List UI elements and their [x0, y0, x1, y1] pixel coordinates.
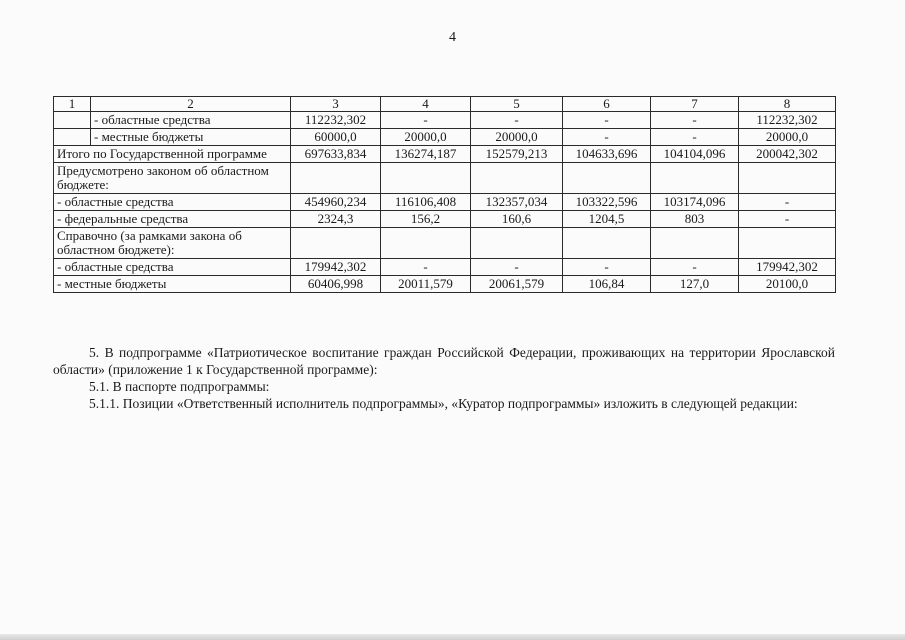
value-cell: -: [563, 112, 651, 129]
row-label: Справочно (за рамками закона об областном бюджете):: [54, 228, 291, 259]
value-cell: 20100,0: [739, 276, 836, 293]
value-cell: -: [651, 129, 739, 146]
row-label: - местные бюджеты: [54, 276, 291, 293]
value-cell: 20061,579: [471, 276, 563, 293]
value-cell: 60000,0: [291, 129, 381, 146]
value-cell: 160,6: [471, 211, 563, 228]
value-cell: 106,84: [563, 276, 651, 293]
row-stub-cell: [54, 129, 91, 146]
value-cell: 60406,998: [291, 276, 381, 293]
header-cell: 3: [291, 97, 381, 112]
header-cell: 4: [381, 97, 471, 112]
value-cell: 2324,3: [291, 211, 381, 228]
value-cell: [739, 163, 836, 194]
value-cell: 116106,408: [381, 194, 471, 211]
body-text: [53, 344, 835, 412]
value-cell: 20000,0: [381, 129, 471, 146]
row-label: Предусмотрено законом об областном бюджете:: [54, 163, 291, 194]
value-cell: [291, 228, 381, 259]
scan-edge: [0, 634, 905, 640]
row-label: - федеральные средства: [54, 211, 291, 228]
value-cell: 179942,302: [291, 259, 381, 276]
value-cell: 20000,0: [471, 129, 563, 146]
value-cell: -: [651, 259, 739, 276]
value-cell: 136274,187: [381, 146, 471, 163]
value-cell: -: [381, 112, 471, 129]
value-cell: 697633,834: [291, 146, 381, 163]
value-cell: 112232,302: [291, 112, 381, 129]
value-cell: 1204,5: [563, 211, 651, 228]
value-cell: 104104,096: [651, 146, 739, 163]
value-cell: [381, 163, 471, 194]
header-cell: 5: [471, 97, 563, 112]
row-label: - областные средства: [54, 259, 291, 276]
paragraph: 5.1.1. Позиции «Ответственный исполнитель подпрограммы», «Куратор подпрограммы» изложить в следующей редакции:: [89, 396, 798, 411]
value-cell: -: [563, 259, 651, 276]
row-label: - местные бюджеты: [91, 129, 291, 146]
value-cell: 152579,213: [471, 146, 563, 163]
table-row: [54, 194, 836, 211]
value-cell: 104633,696: [563, 146, 651, 163]
header-cell: 7: [651, 97, 739, 112]
budget-table: [53, 96, 836, 293]
table-row: [54, 146, 836, 163]
value-cell: 803: [651, 211, 739, 228]
value-cell: -: [563, 129, 651, 146]
header-cell: 2: [91, 97, 291, 112]
value-cell: -: [471, 259, 563, 276]
value-cell: 454960,234: [291, 194, 381, 211]
value-cell: -: [471, 112, 563, 129]
row-stub-cell: [54, 112, 91, 129]
page-number: 4: [449, 30, 456, 45]
table-row: [54, 259, 836, 276]
value-cell: 112232,302: [739, 112, 836, 129]
value-cell: 127,0: [651, 276, 739, 293]
value-cell: -: [739, 194, 836, 211]
header-cell: 1: [54, 97, 91, 112]
value-cell: 20000,0: [739, 129, 836, 146]
value-cell: 156,2: [381, 211, 471, 228]
value-cell: [471, 228, 563, 259]
paragraph: 5. В подпрограмме «Патриотическое воспитание граждан Российской Федерации, проживающих на территории Ярославской области» (приложение 1 к Государственной программе):: [53, 345, 835, 377]
value-cell: 20011,579: [381, 276, 471, 293]
value-cell: 179942,302: [739, 259, 836, 276]
value-cell: -: [651, 112, 739, 129]
value-cell: [563, 228, 651, 259]
header-cell: 6: [563, 97, 651, 112]
table-row: [54, 276, 836, 293]
value-cell: -: [381, 259, 471, 276]
value-cell: -: [739, 211, 836, 228]
value-cell: [651, 228, 739, 259]
value-cell: 132357,034: [471, 194, 563, 211]
value-cell: [381, 228, 471, 259]
table-row: [54, 163, 836, 194]
table-row: [54, 129, 836, 146]
value-cell: [291, 163, 381, 194]
value-cell: [563, 163, 651, 194]
value-cell: [471, 163, 563, 194]
row-label: - областные средства: [91, 112, 291, 129]
table-row: [54, 112, 836, 129]
value-cell: [739, 228, 836, 259]
table-header-row: [54, 97, 836, 112]
row-label: Итого по Государственной программе: [54, 146, 291, 163]
header-cell: 8: [739, 97, 836, 112]
paragraph: 5.1. В паспорте подпрограммы:: [89, 379, 270, 394]
table-row: [54, 228, 836, 259]
value-cell: 103322,596: [563, 194, 651, 211]
value-cell: [651, 163, 739, 194]
table-row: [54, 211, 836, 228]
value-cell: 103174,096: [651, 194, 739, 211]
value-cell: 200042,302: [739, 146, 836, 163]
row-label: - областные средства: [54, 194, 291, 211]
